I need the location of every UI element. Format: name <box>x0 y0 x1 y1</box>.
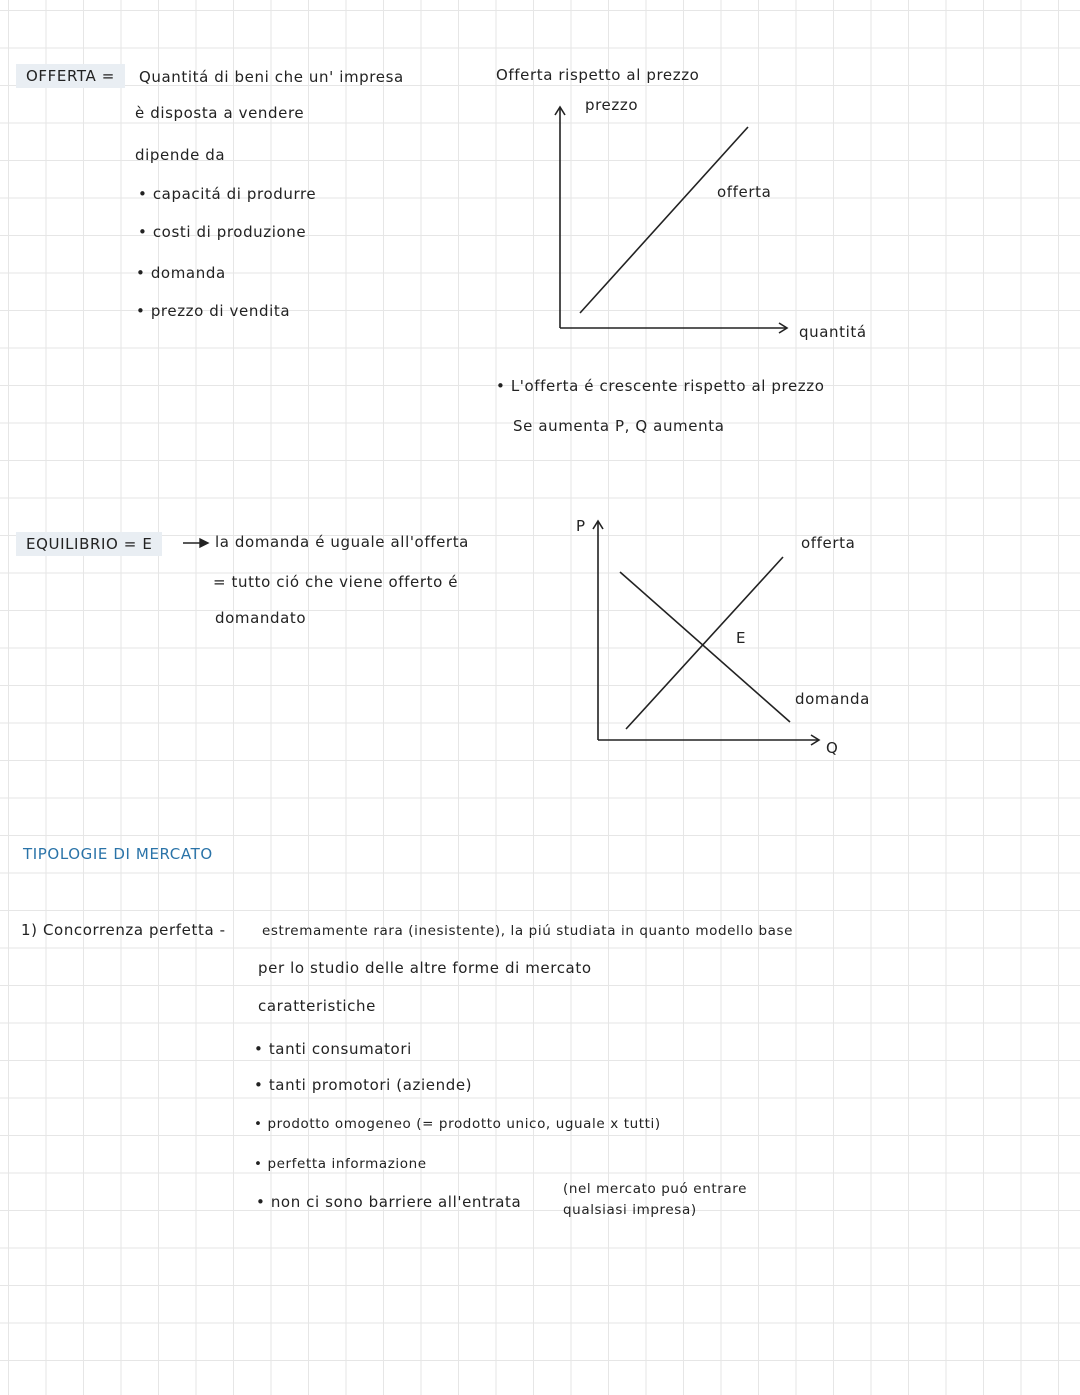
factor-item: • capacitá di produrre <box>138 185 317 203</box>
barriers-note-line-2: qualsiasi impresa) <box>563 1202 697 1218</box>
supply-curve-label: offerta <box>717 183 772 201</box>
offerta-definition-line-2: è disposta a vendere <box>135 104 305 122</box>
supply-chart-y-label: prezzo <box>585 96 639 114</box>
equilibrio-line-2: = tutto ció che viene offerto é <box>213 573 459 591</box>
eq-demand-curve <box>620 572 790 722</box>
equilibrio-heading: EQUILIBRIO = E <box>16 532 162 556</box>
characteristics-label: caratteristiche <box>258 997 376 1015</box>
supply-chart-x-label: quantitá <box>799 323 867 341</box>
supply-curve <box>580 127 748 313</box>
factor-item: • costi di produzione <box>138 223 307 241</box>
depends-label: dipende da <box>135 146 226 164</box>
concorrenza-description-2: per lo studio delle altre forme di mercato <box>258 959 592 977</box>
concorrenza-description-1: estremamente rara (inesistente), la piú studiata in quanto modello base <box>262 923 794 939</box>
characteristic-item: • tanti consumatori <box>254 1040 412 1058</box>
characteristic-item: • prodotto omogeneo (= prodotto unico, uguale x tutti) <box>254 1116 661 1132</box>
equilibrio-line-3: domandato <box>215 609 307 627</box>
equilibrio-arrow <box>183 539 208 547</box>
equilibrium-chart <box>593 521 819 745</box>
factor-item: • domanda <box>136 264 226 282</box>
characteristic-item: • non ci sono barriere all'entrata <box>256 1193 522 1211</box>
offerta-heading: OFFERTA = <box>16 64 125 88</box>
eq-supply-label: offerta <box>801 534 856 552</box>
supply-chart <box>555 107 787 333</box>
eq-chart-y-label: P <box>576 517 586 535</box>
eq-point-label: E <box>736 629 747 647</box>
supply-note-2: Se aumenta P, Q aumenta <box>513 417 725 435</box>
tipologie-heading: TIPOLOGIE DI MERCATO <box>23 845 213 863</box>
eq-supply-curve <box>626 557 783 729</box>
eq-chart-x-label: Q <box>826 739 839 757</box>
concorrenza-title: 1) Concorrenza perfetta - <box>21 921 226 939</box>
characteristic-item: • tanti promotori (aziende) <box>254 1076 473 1094</box>
eq-demand-label: domanda <box>795 690 870 708</box>
barriers-note-line-1: (nel mercato puó entrare <box>563 1181 748 1197</box>
offerta-definition-line-1: Quantitá di beni che un' impresa <box>139 68 404 86</box>
equilibrio-definition: la domanda é uguale all'offerta <box>215 533 469 551</box>
supply-chart-title: Offerta rispetto al prezzo <box>496 66 700 84</box>
supply-note-1: • L'offerta é crescente rispetto al prezzo <box>496 377 825 395</box>
factor-item: • prezzo di vendita <box>136 302 291 320</box>
characteristic-item: • perfetta informazione <box>254 1156 427 1172</box>
